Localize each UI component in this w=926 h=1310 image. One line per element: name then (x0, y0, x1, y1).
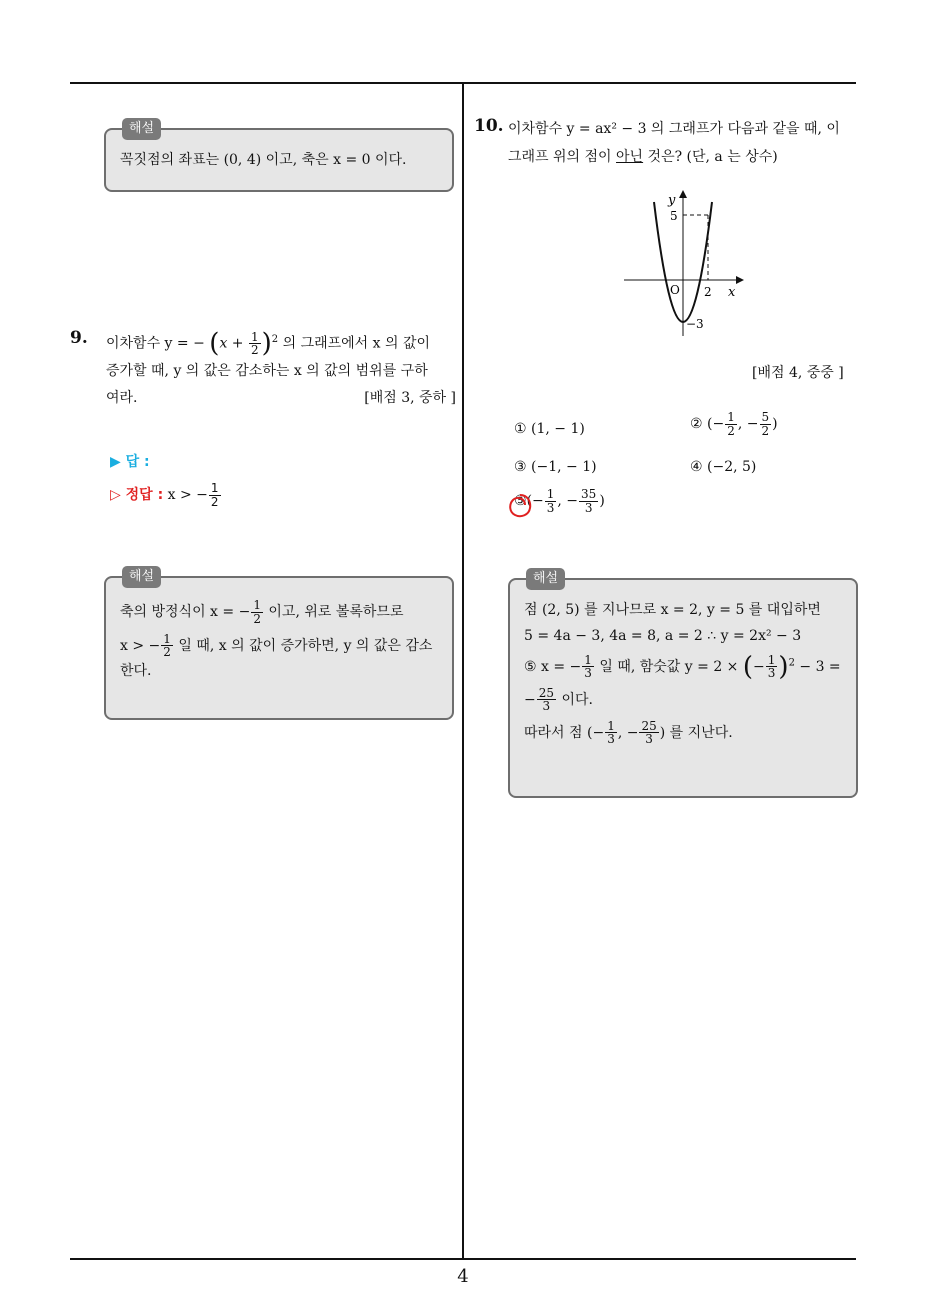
q9-text-line2: 증가할 때, y 의 값은 감소하는 x 의 값의 범위를 구하 (106, 362, 428, 379)
q9-sol-line2-a: x > − (120, 637, 161, 654)
q10-text-line2-a: 그래프 위의 점이 (508, 149, 617, 165)
solution-tag: 해설 (526, 568, 565, 590)
q9-difficulty: [배점 3, 중하 ] (364, 390, 456, 407)
answer-circle-mark (506, 492, 534, 520)
q10-number: 10. (474, 116, 504, 136)
q10-text-underlined: 아닌 (616, 149, 644, 165)
q10-choice-3[interactable]: ③ (−1, − 1) (514, 459, 597, 475)
q10-sol-line1: 점 (2, 5) 를 지나므로 x = 2, y = 5 를 대입하면 (524, 602, 821, 618)
q9-text-a: 이차함수 y = − (106, 335, 205, 352)
q9-sol-fraction-2: $\frac{1}{2}$ (163, 631, 171, 660)
q10-sol-line3: ⑤ x = − $\frac{1}{3}$ 일 때, 함숫값 y = 2 × (− $\frac{1}{3}$ )$^2$ − 3 = (524, 651, 841, 682)
q9-paren-open: ( (209, 328, 220, 359)
graph-tick-ym3: −3 (686, 317, 704, 331)
q10-choice-5[interactable]: ⑤(− $\frac{1}{3}$ , − $\frac{35}{3}$ ) (514, 487, 605, 515)
solution-tag: 해설 (122, 566, 161, 588)
q8-solution-box (104, 121, 454, 192)
q9-sol-line3: 한다. (120, 663, 152, 680)
graph-tick-x2: 2 (704, 285, 712, 299)
q10-parabola-graph (618, 188, 748, 338)
bottom-rule (70, 1258, 856, 1260)
solution-tag: 해설 (122, 118, 161, 140)
q9-sol-line2-b: 일 때, x 의 값이 증가하면, y 의 값은 감소 (178, 637, 433, 654)
graph-origin-label: O (670, 283, 680, 297)
q9-paren-close: ) (261, 328, 272, 359)
q9-solution-box (104, 569, 454, 720)
q10-sol-line4: − $\frac{25}{3}$ 이다. (524, 685, 593, 714)
graph-tick-y5: 5 (670, 209, 678, 223)
page-number: 4 (457, 1266, 469, 1287)
q9-question: 이차함수 y = − (x + $\frac{1}{2}$ )$^2$ 의 그래프에서 x 의 값이 증가할 때, y 의 값은 감소하는 x 의 값의 범위를 구하 여라. [배점 3, 중하 ] (106, 330, 456, 413)
q9-sol-line1-b: 이고, 위로 볼록하므로 (268, 604, 404, 620)
graph-y-label: y (668, 193, 676, 208)
q9-sol-line1-a: 축의 방정식이 x = − (120, 604, 251, 620)
q10-choice-4[interactable]: ④ (−2, 5) (690, 459, 757, 475)
q10-text-line1: 이차함수 y = ax² − 3 의 그래프가 다음과 같을 때, 이 (508, 121, 840, 137)
q9-text-b: 의 그래프에서 x 의 값이 (282, 335, 431, 352)
q9-exponent: 2 (271, 334, 279, 345)
q10-question (508, 115, 858, 171)
column-divider (462, 82, 464, 1258)
q10-difficulty: [배점 4, 중중 ] (752, 365, 844, 381)
q10-text-line2-b: 것은? (단, a 는 상수) (643, 149, 778, 165)
q9-fraction: $\frac{1}{2}$ (250, 329, 259, 358)
q9-correct-answer (110, 482, 222, 508)
q10-solution-box (508, 571, 858, 798)
q9-number: 9. (70, 328, 88, 348)
graph-x-label: x (728, 285, 736, 300)
q9-sol-fraction-1: $\frac{1}{2}$ (253, 597, 261, 626)
q10-sol-line2: 5 = 4a − 3, 4a = 8, a = 2 ∴ y = 2x² − 3 (524, 627, 802, 644)
q9-correct-value: x > − (167, 487, 208, 504)
q10-choice-1[interactable]: ① (1, − 1) (514, 421, 585, 437)
q8-solution-text: 꼭짓점의 좌표는 (0, 4) 이고, 축은 x = 0 이다. (120, 152, 407, 168)
q10-choice-2[interactable]: ② (− $\frac{1}{2}$ , − $\frac{5}{2}$ ) (690, 410, 778, 438)
q9-correct-fraction: $\frac{1}{2}$ (210, 481, 219, 509)
q9-correct-label: ▷ 정답 : (110, 487, 164, 504)
q9-text-line3: 여라. (106, 390, 138, 407)
q10-sol-line5: 따라서 점 (− $\frac{1}{3}$ , − $\frac{25}{3}$ ) 를 지난다. (524, 718, 733, 747)
q9-answer-label: ▶ 답 : (110, 454, 150, 470)
